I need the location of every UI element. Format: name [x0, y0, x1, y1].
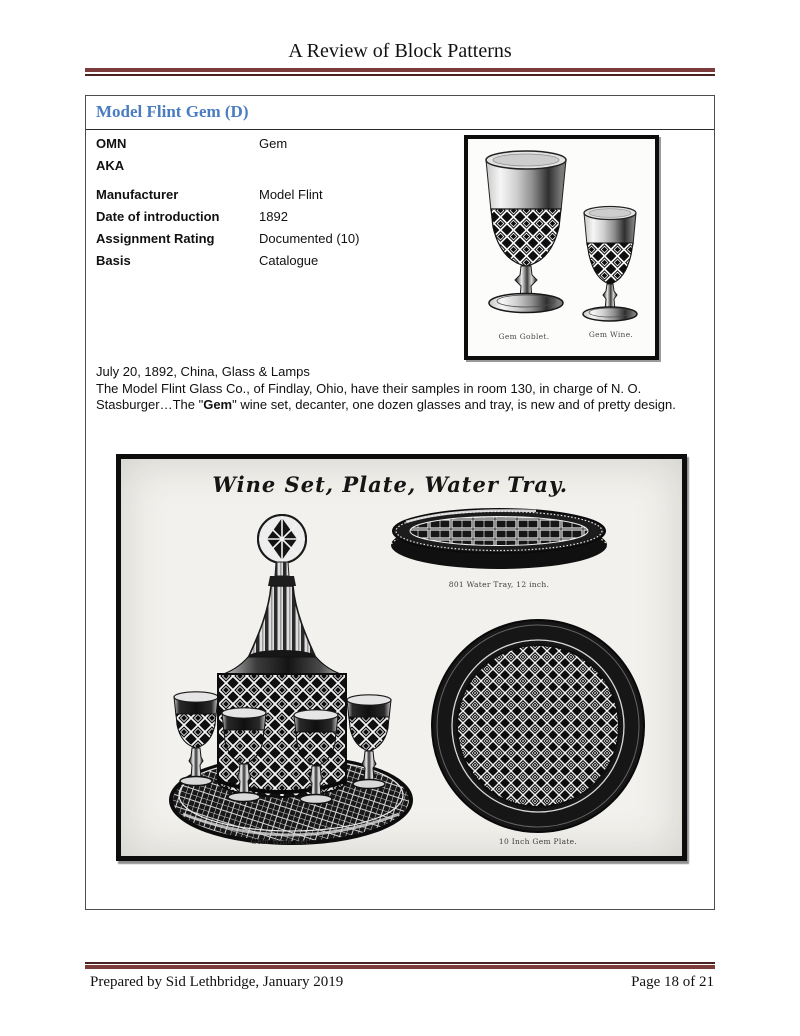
field-row-omn — [96, 136, 456, 152]
field-label: OMN — [96, 136, 127, 151]
footer-rule-thick — [85, 965, 715, 969]
description-line-3-post: " wine set, decanter, one dozen glasses and tray, is new and of pretty design. — [232, 397, 676, 412]
footer-rule — [85, 962, 715, 969]
wine-caption: Gem Wine. — [588, 330, 634, 339]
description-line-1: July 20, 1892, China, Glass & Lamps — [96, 364, 310, 379]
wine-set-group — [171, 515, 411, 843]
field-label: Basis — [96, 253, 131, 268]
field-label: Manufacturer — [96, 187, 179, 202]
gem-goblet-illustration — [468, 139, 655, 329]
field-value: 1892 — [259, 209, 288, 224]
field-value: Catalogue — [259, 253, 319, 268]
field-row-manufacturer — [96, 187, 456, 203]
field-value: Model Flint — [259, 187, 323, 202]
pattern-name-emphasis: Gem — [203, 397, 233, 412]
page-title: A Review of Block Patterns — [288, 40, 512, 62]
title-underline — [86, 129, 714, 130]
goblet-caption: Gem Goblet. — [498, 332, 550, 341]
field-value: Documented (10) — [259, 231, 360, 246]
field-row-basis — [96, 253, 456, 269]
field-row-rating — [96, 231, 456, 247]
field-label: Assignment Rating — [96, 231, 215, 246]
catalog-title: Wine Set, Plate, Water Tray. — [212, 472, 569, 497]
field-value: Gem — [259, 136, 288, 151]
footer-prepared-by: Prepared by Sid Lethbridge, January 2019 — [90, 974, 344, 990]
description-paragraph — [96, 364, 704, 414]
header-rule-thin — [85, 74, 715, 76]
header-rule — [85, 68, 715, 76]
field-value — [259, 158, 456, 174]
field-label: AKA — [96, 158, 125, 173]
gem-plate-illustration — [432, 620, 644, 832]
field-label: Date of introduction — [96, 209, 220, 224]
description-line-3-pre: Stasburger…The " — [96, 397, 204, 412]
info-fields — [96, 136, 456, 275]
water-tray-caption: 801 Water Tray, 12 inch. — [448, 580, 550, 589]
catalog-figure — [116, 454, 687, 861]
field-row-aka — [96, 158, 456, 174]
pattern-info-box — [85, 95, 715, 910]
field-row-date — [96, 209, 456, 225]
goblet-figure — [464, 135, 659, 360]
footer-page-number: Page 18 of 21 — [631, 974, 714, 990]
gem-plate-caption: 10 Inch Gem Plate. — [498, 837, 578, 846]
description-line-2: The Model Flint Glass Co., of Findlay, Ohio, have their samples in room 130, in charge of N. O. — [96, 380, 642, 396]
wine-set-illustration — [121, 459, 682, 856]
description-line-3 — [96, 397, 704, 414]
wine-set-caption: Gem Wine Set. — [250, 837, 312, 846]
section-title: Model Flint Gem (D) — [96, 102, 249, 121]
water-tray-illustration — [390, 509, 608, 573]
